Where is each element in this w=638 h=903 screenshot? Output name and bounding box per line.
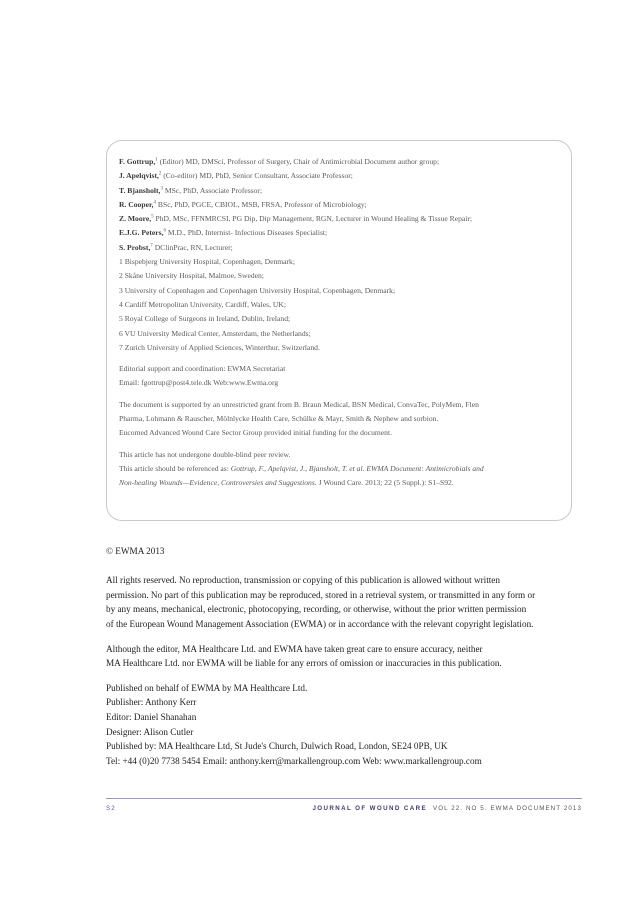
- author-sup: 5: [151, 214, 154, 220]
- author-line: [119, 212, 561, 226]
- affiliation: 2 Skåne University Hospital, Malmoe, Sweden;: [119, 271, 264, 281]
- author-desc: PhD, MSc, FFNMRCSI, PG Dip, Dip Management, RGN, Lecturer in Wound Healing & Tissue Repair;: [153, 214, 473, 224]
- rights-line: permission. No part of this publication may be reproduced, stored in a retrieval system, or transmitted in any form or: [106, 589, 536, 600]
- publishing-line: Tel: +44 (0)20 7738 5454 Email: anthony.kerr@markallengroup.com Web: www.markallengroup.com: [106, 755, 482, 766]
- publishing-line: Published by: MA Healthcare Ltd, St Jude's Church, Dulwich Road, London, SE24 0PB, UK: [106, 741, 448, 752]
- affiliation: 6 VU University Medical Center, Amsterdam, the Netherlands;: [119, 328, 311, 338]
- author-name: F. Gottrup,: [119, 157, 156, 166]
- publishing-line: Publisher: Anthony Kerr: [106, 697, 197, 708]
- footer-rule: [106, 798, 582, 799]
- author-sup: 3: [160, 186, 163, 192]
- page-number: S2: [106, 805, 116, 812]
- rights-line: All rights reserved. No reproduction, transmission or copying of this publication is allowed without written: [106, 575, 500, 586]
- publishing-line: Published on behalf of EWMA by MA Healthcare Ltd.: [106, 682, 308, 693]
- author-sup: 6: [163, 228, 166, 234]
- author-desc: MSc, PhD, Associate Professor;: [162, 185, 263, 195]
- author-sup: 7: [150, 243, 153, 249]
- publishing-line: Designer: Alison Cutler: [106, 726, 194, 737]
- author-line: [119, 198, 561, 212]
- author-name: T. Bjansholt,: [119, 185, 161, 195]
- author-name: Z. Moore,: [119, 214, 152, 224]
- reference-title: Non-healing Wounds—Evidence, Controversies and Suggestions.: [119, 478, 317, 488]
- author-sup: 4: [153, 200, 157, 206]
- peer-review-note: This article has not undergone double-blind peer review.: [119, 449, 291, 459]
- author-name: E.J.G. Peters,: [119, 228, 164, 238]
- affiliation: 4 Cardiff Metropolitan University, Cardiff, Wales, UK;: [119, 299, 286, 309]
- disclaimer-line: MA Healthcare Ltd. nor EWMA will be liable for any errors of omission or inaccuracies in this publication.: [106, 658, 502, 669]
- editorial-contact: Email: fgottrup@post4.tele.dk Web:www.Ewma.org: [119, 378, 279, 388]
- affiliation: 7 Zurich University of Applied Sciences, Winterthur, Switzerland.: [119, 342, 320, 352]
- affiliation: 1 Bispebjerg University Hospital, Copenhagen, Denmark;: [119, 257, 295, 267]
- disclaimer-line: Although the editor, MA Healthcare Ltd. and EWMA have taken great care to ensure accuracy, neither: [106, 643, 483, 654]
- grant-line: The document is supported by an unrestricted grant from B. Braun Medical, BSN Medical, ConvaTec, PolyMem, Flen: [119, 399, 479, 409]
- grant-line: Pharma, Lohmann & Rauscher, Mölnlycke Health Care, Schülke & Mayr, Smith & Nephew and sorbion.: [119, 414, 439, 424]
- author-name: J. Apelqvist,: [119, 171, 159, 181]
- grant-line: Eucomed Advanced Wound Care Sector Group provided initial funding for the document.: [119, 428, 392, 438]
- author-desc: (Editor) MD, DMSci, Professor of Surgery, Chair of Antimicrobial Document author group;: [157, 157, 440, 166]
- rights-line: by any means, mechanical, electronic, photocopying, recording, or otherwise, without the prior written permission: [106, 604, 527, 615]
- author-name: R. Cooper,: [119, 199, 154, 209]
- editorial-support: Editorial support and coordination: EWMA Secretariat: [119, 364, 286, 374]
- author-name: S. Probst,: [119, 242, 151, 252]
- author-line: [119, 169, 561, 183]
- reference-journal: J Wound Care. 2013; 22 (5 Suppl.): S1–S92.: [316, 478, 454, 488]
- reference-prefix: This article should be referenced as:: [119, 463, 231, 473]
- journal-info: [312, 805, 582, 812]
- affiliation: 5 Royal College of Surgeons in Ireland, Dublin, Ireland;: [119, 314, 291, 324]
- author-line: [119, 241, 561, 255]
- page-footer: [106, 805, 582, 817]
- author-line: [119, 184, 561, 198]
- contributors-box: [106, 140, 572, 521]
- rights-line: of the European Wound Management Association (EWMA) or in accordance with the relevant copyright legislation.: [106, 618, 534, 629]
- publishing-line: Editor: Daniel Shanahan: [106, 711, 197, 722]
- issue-info: VOL 22. NO 5. EWMA DOCUMENT 2013: [432, 805, 582, 812]
- author-sup: 2: [158, 171, 162, 177]
- reference-citation: Gottrup, F., Apelqvist, J., Bjansholt, T. et al. EWMA Document: Antimicrobials and: [230, 463, 484, 473]
- author-desc: DClinPrac, RN, Lecturer;: [152, 242, 233, 252]
- author-desc: BSc, PhD, PGCE, CBIOL, MSB, FRSA, Professor of Microbiology;: [156, 199, 367, 209]
- journal-name: JOURNAL OF WOUND CARE: [312, 805, 427, 812]
- publication-info: [106, 544, 586, 768]
- author-sup: 1: [155, 157, 158, 163]
- author-line: [119, 226, 561, 240]
- copyright: © EWMA 2013: [106, 546, 165, 556]
- reference-line: [119, 476, 561, 490]
- author-desc: (Co-editor) MD, PhD, Senior Consultant, Associate Professor;: [161, 171, 353, 181]
- author-line: [119, 155, 561, 169]
- author-desc: M.D., PhD, Internist- Infectious Diseases Specialist;: [166, 228, 328, 238]
- reference-line: [119, 462, 561, 476]
- affiliation: 3 University of Copenhagen and Copenhagen University Hospital, Copenhagen, Denmark;: [119, 285, 396, 295]
